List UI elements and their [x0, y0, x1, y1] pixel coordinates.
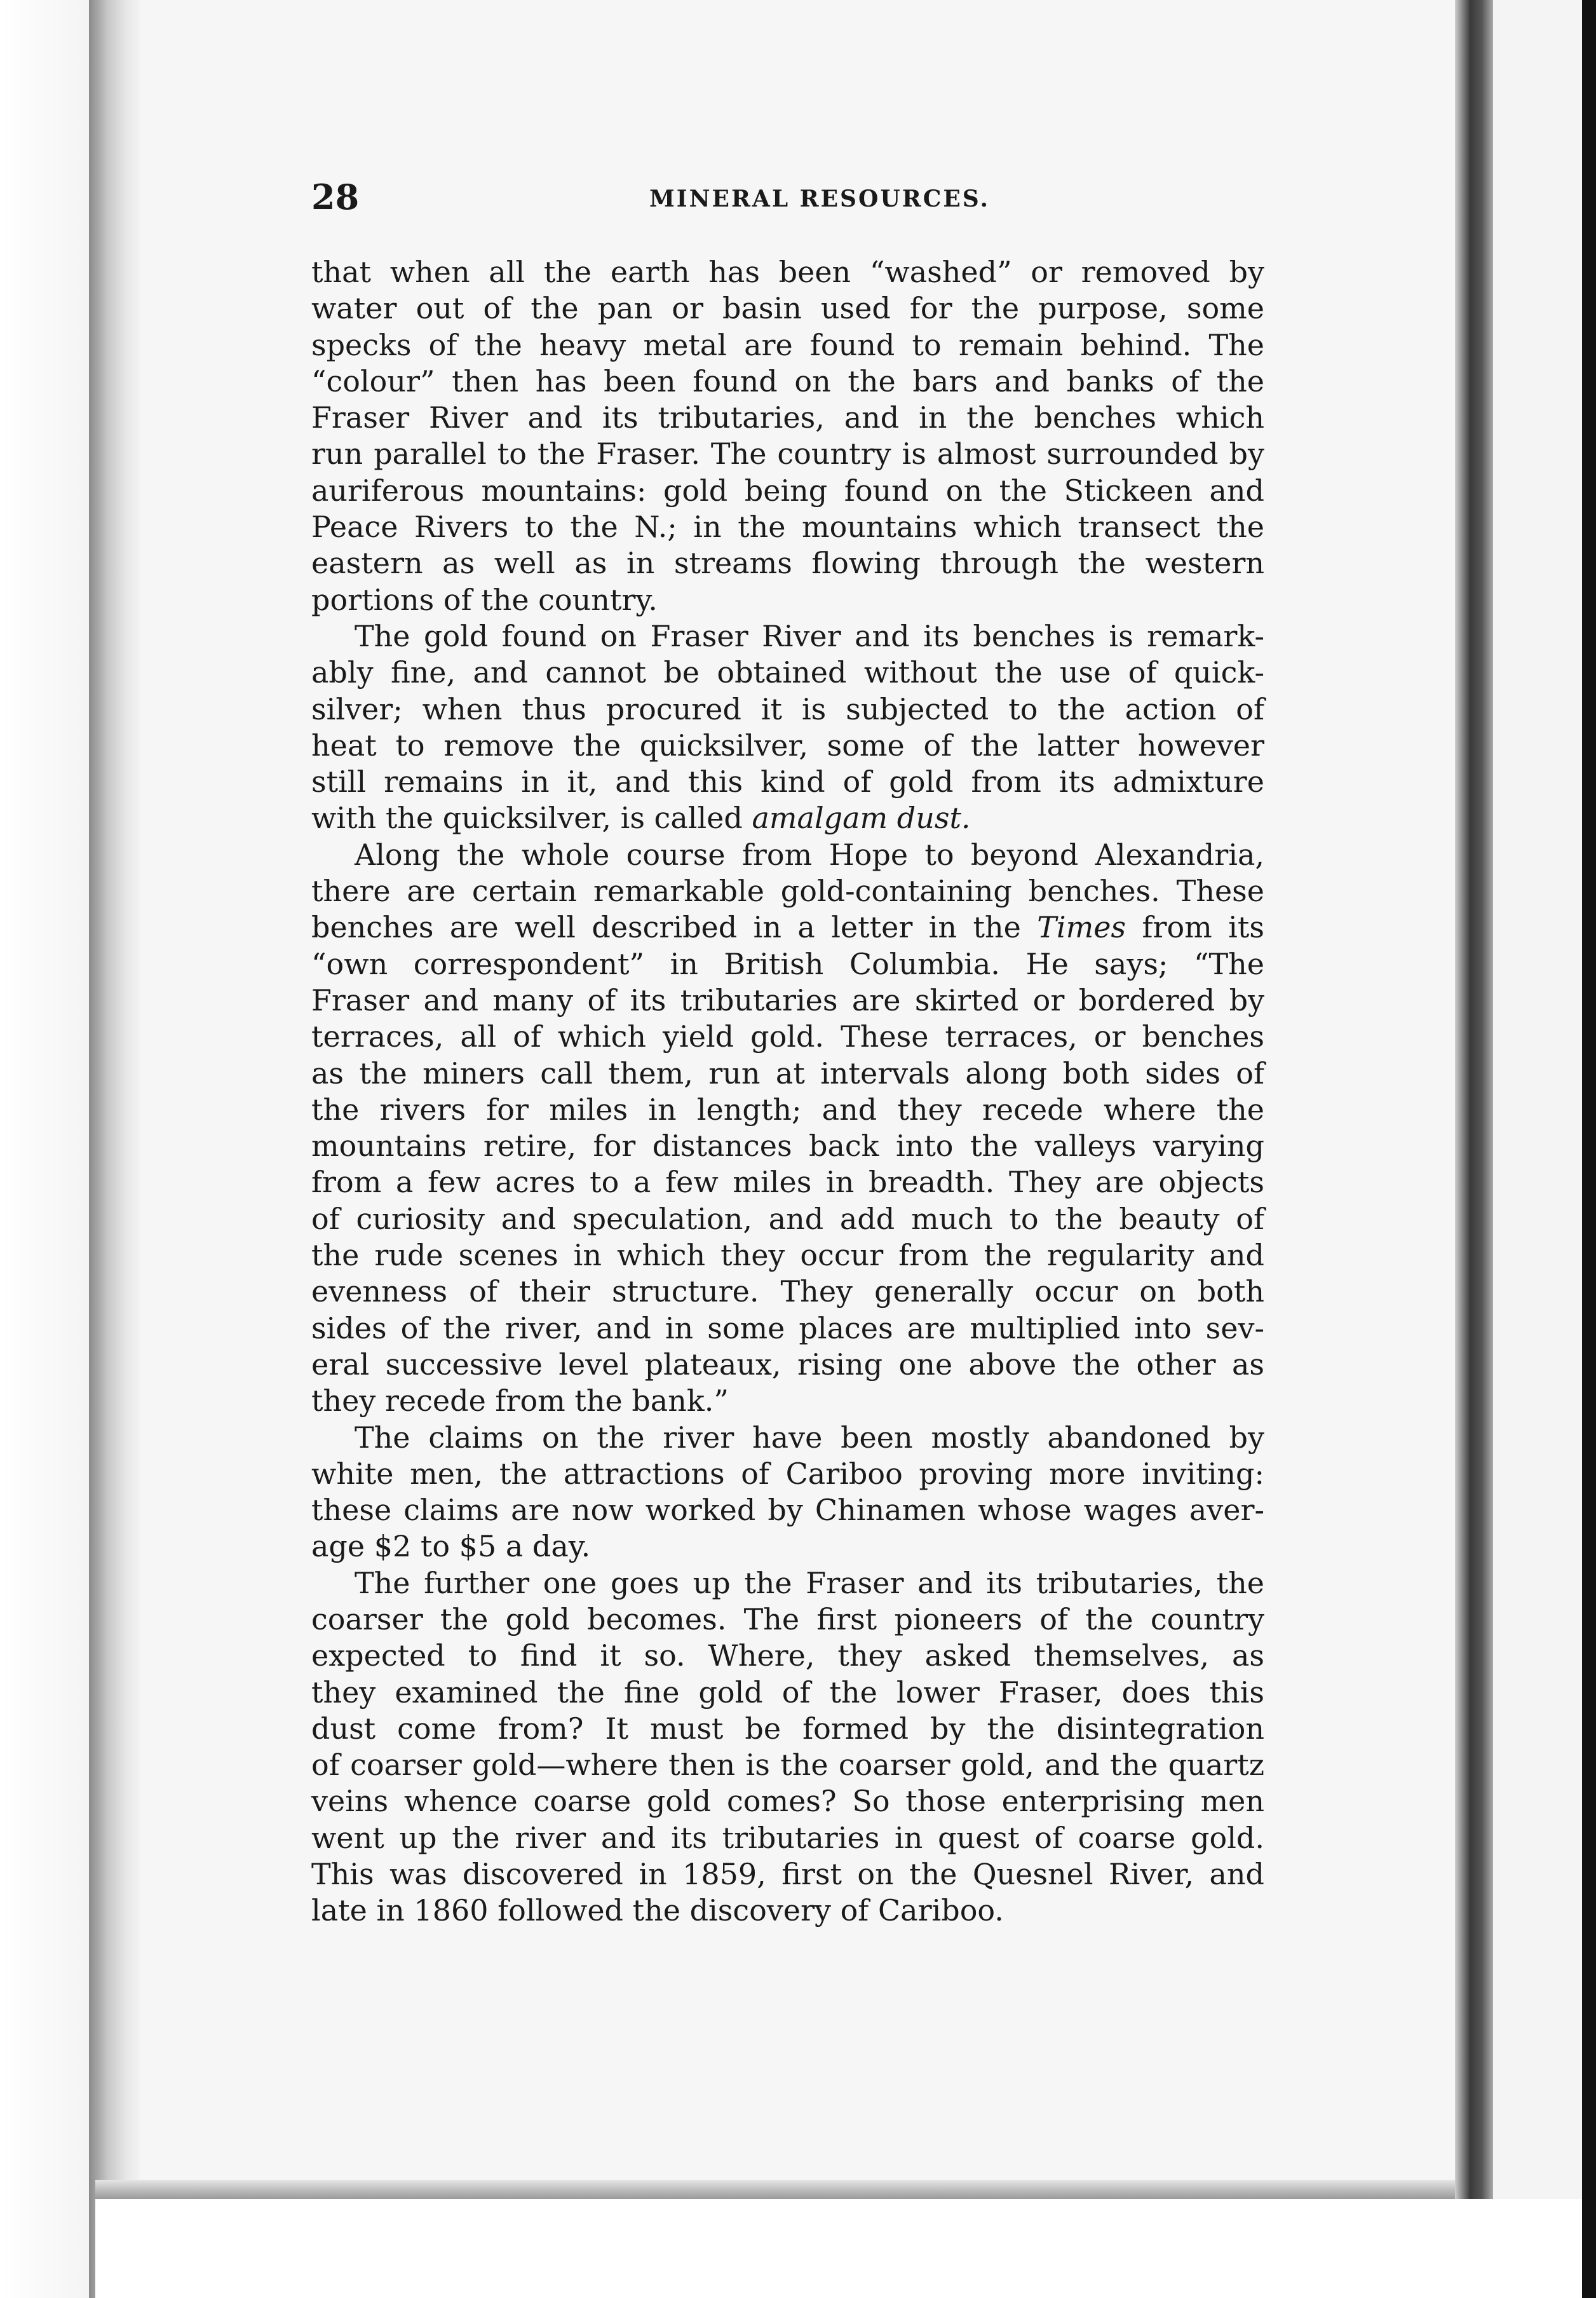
text-line: these claims are now worked by Chinamen whose wages aver-: [311, 1493, 1264, 1528]
text-line: run parallel to the Fraser. The country is almost surrounded by: [311, 437, 1264, 472]
text-line: ably fine, and cannot be obtained without the use of quick-: [311, 655, 1264, 690]
scan-left-margin: [0, 0, 95, 2298]
text-line: still remains in it, and this kind of gold from its admixture: [311, 765, 1264, 799]
text-line: “colour” then has been found on the bars and banks of the: [311, 364, 1264, 398]
text-line: water out of the pan or basin used for the purpose, some: [311, 291, 1264, 326]
text-line: Fraser River and its tributaries, and in the benches which: [311, 400, 1264, 435]
text-line: auriferous mountains: gold being found on the Stickeen and: [311, 473, 1264, 508]
body-text: [311, 254, 1264, 1929]
text-line: that when all the earth has been “washed” or removed by: [311, 255, 1264, 289]
text-line: [311, 800, 1264, 836]
scan-bottom-margin: [95, 2199, 1596, 2298]
text-line: Along the whole course from Hope to beyond Alexandria,: [355, 837, 1264, 872]
text-line: The claims on the river have been mostly abandoned by: [355, 1420, 1264, 1455]
text-line: there are certain remarkable gold-containing benches. These: [311, 874, 1264, 909]
text-run: benches are well described in a letter in the: [311, 910, 1038, 945]
text-line: silver; when thus procured it is subjected to the action of: [311, 691, 1264, 726]
text-line: Fraser and many of its tributaries are skirted or bordered by: [311, 982, 1264, 1017]
page-bottom-edge: [95, 2180, 1480, 2199]
text-line: [311, 909, 1264, 946]
text-line: the rude scenes in which they occur from the regularity and: [311, 1238, 1264, 1273]
text-line: as the miners call them, run at intervals along both sides of: [311, 1056, 1264, 1091]
text-run: from its: [1126, 910, 1264, 945]
text-line: portions of the country.: [311, 582, 658, 617]
page-header: [311, 172, 1271, 222]
text-line: The further one goes up the Fraser and its tributaries, the: [355, 1565, 1264, 1600]
binding-shadow: [89, 0, 140, 2298]
text-line: evenness of their structure. They generally occur on both: [311, 1274, 1264, 1309]
text-line: age $2 to $5 a day.: [311, 1529, 591, 1564]
text-line: The gold found on Fraser River and its benches is remark-: [355, 618, 1264, 653]
italic-times: Times: [1037, 910, 1126, 945]
text-line: they examined the fine gold of the lower Fraser, does this: [311, 1675, 1264, 1710]
text-line: heat to remove the quicksilver, some of the latter however: [311, 728, 1264, 763]
text-line: sides of the river, and in some places are multiplied into sev-: [311, 1310, 1264, 1345]
text-line: mountains retire, for distances back into the valleys varying: [311, 1129, 1264, 1164]
text-line: from a few acres to a few miles in breadth. They are objects: [311, 1165, 1264, 1200]
text-line: eral successive level plateaux, rising one above the other as: [311, 1347, 1264, 1382]
running-head: MINERAL RESOURCES.: [649, 186, 991, 212]
text-line: went up the river and its tributaries in quest of coarse gold.: [311, 1820, 1264, 1855]
text-line: of coarser gold—where then is the coarser gold, and the quartz: [311, 1748, 1264, 1783]
scan-right-edge: [1582, 0, 1596, 2298]
text-line: dust come from? It must be formed by the disintegration: [311, 1711, 1264, 1746]
text-line: white men, the attractions of Cariboo proving more inviting:: [311, 1456, 1264, 1491]
text-line: specks of the heavy metal are found to remain behind. The: [311, 327, 1264, 362]
italic-term-amalgam: amalgam dust.: [752, 801, 971, 836]
text-line: eastern as well as in streams flowing through the western: [311, 546, 1264, 581]
text-line: late in 1860 followed the discovery of Cariboo.: [311, 1893, 1004, 1928]
text-line: expected to find it so. Where, they asked themselves, as: [311, 1638, 1264, 1673]
text-run: with the quicksilver, is called: [311, 801, 752, 836]
text-line: the rivers for miles in length; and they recede where the: [311, 1092, 1264, 1127]
text-line: This was discovered in 1859, first on the Quesnel River, and: [311, 1857, 1264, 1892]
page-number: 28: [311, 177, 360, 217]
text-line: Peace Rivers to the N.; in the mountains which transect the: [311, 510, 1264, 545]
text-line: they recede from the bank.”: [311, 1384, 729, 1418]
facing-page-sliver: [1493, 0, 1596, 2199]
text-line: “own correspondent” in British Columbia. He says; “The: [311, 946, 1264, 981]
text-line: coarser the gold becomes. The first pioneers of the country: [311, 1601, 1264, 1636]
gutter-divider: [1455, 0, 1493, 2199]
text-line: veins whence coarse gold comes? So those enterprising men: [311, 1784, 1264, 1819]
text-line: terraces, all of which yield gold. These terraces, or benches: [311, 1019, 1264, 1054]
text-line: of curiosity and speculation, and add much to the beauty of: [311, 1201, 1264, 1236]
